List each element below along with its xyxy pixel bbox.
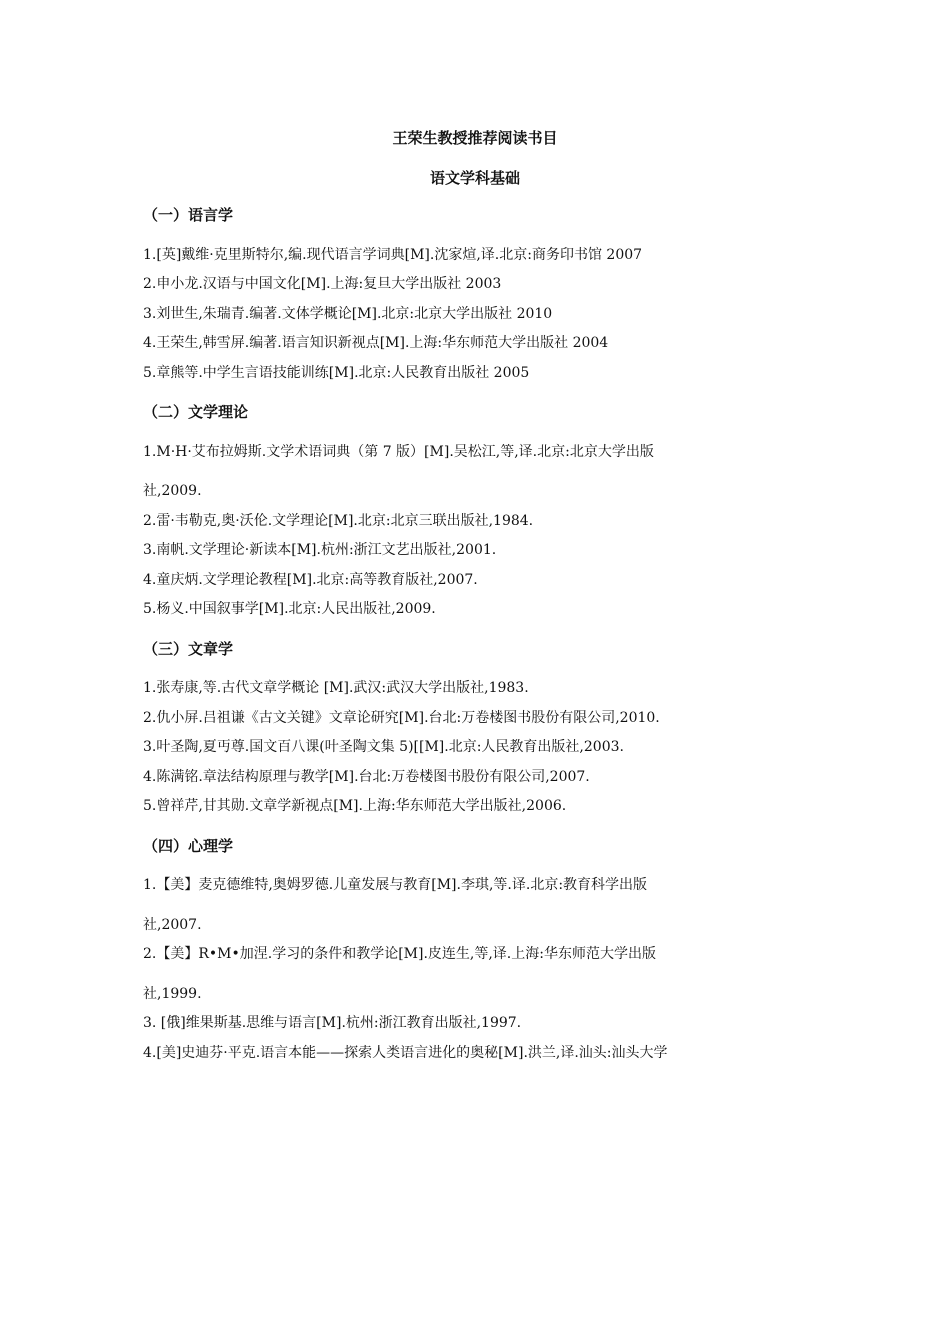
entry-line: 4.[美]史迪芬·平克.语言本能——探索人类语言进化的奥秘[M].洪兰,译.汕头:汕头大学 bbox=[143, 1044, 668, 1061]
reference-entry bbox=[143, 787, 811, 827]
document-title: 王荣生教授推荐阅读书目 bbox=[392, 129, 558, 147]
entry-line: 3.南帆.文学理论·新读本[M].杭州:浙江文艺出版社,2001. bbox=[143, 542, 497, 558]
section-spacer bbox=[143, 1073, 811, 1083]
reference-entry bbox=[143, 1034, 811, 1074]
entry-line: 4.童庆炳.文学理论教程[M].北京:高等教育版社,2007. bbox=[143, 571, 478, 588]
entry-line: 1.张寿康,等.古代文章学概论 [M].武汉:武汉大学出版社,1983. bbox=[143, 680, 529, 696]
entry-line: 4.王荣生,韩雪屏.编著.语言知识新视点[M].上海:华东师范大学出版社 2004 bbox=[143, 335, 609, 351]
entry-line: 3. [俄]维果斯基.思维与语言[M].杭州:浙江教育出版社,1997. bbox=[143, 1015, 522, 1031]
section-spacer bbox=[143, 827, 811, 837]
entry-line: 5.杨义.中国叙事学[M].北京:人民出版社,2009. bbox=[143, 601, 436, 617]
entry-line: 2.仇小屏.吕祖谦《古文关键》文章论研究[M].台北:万卷楼图书股份有限公司,2010. bbox=[143, 709, 660, 726]
entry-line: 5.曾祥芹,甘其勋.文章学新视点[M].上海:华东师范大学出版社,2006. bbox=[143, 798, 567, 814]
section-heading: （四）心理学 bbox=[143, 836, 234, 855]
entry-line: 3.刘世生,朱瑞青.编著.文体学概论[M].北京:北京大学出版社 2010 bbox=[143, 305, 553, 322]
section-heading: （二）文学理论 bbox=[143, 403, 249, 421]
reference-entry bbox=[143, 433, 811, 512]
entry-line: 社,1999. bbox=[143, 985, 202, 1002]
section-heading: （三）文章学 bbox=[143, 639, 234, 658]
entry-line: 5.章熊等.中学生言语技能训练[M].北京:人民教育出版社 2005 bbox=[143, 364, 530, 381]
entry-line: 1.【美】麦克德维特,奥姆罗德.儿童发展与教育[M].李琪,等.译.北京:教育科学出版 bbox=[143, 877, 648, 893]
document-body bbox=[143, 206, 811, 1083]
reference-entry bbox=[143, 866, 811, 945]
entry-line: 2.申小龙.汉语与中国文化[M].上海:复旦大学出版社 2003 bbox=[143, 276, 502, 292]
entry-line: 社,2007. bbox=[143, 916, 202, 933]
entry-line: 1.M·H·艾布拉姆斯.文学术语词典（第 7 版）[M].吴松江,等,译.北京:北京大学出版 bbox=[143, 443, 654, 460]
entry-line: 1.[英]戴维·克里斯特尔,编.现代语言学词典[M].沈家煊,译.北京:商务印书馆 2007 bbox=[143, 246, 643, 263]
section-spacer bbox=[143, 630, 811, 640]
document-subtitle: 语文学科基础 bbox=[429, 169, 520, 187]
entry-line: 4.陈满铭.章法结构原理与教学[M].台北:万卷楼图书股份有限公司,2007. bbox=[143, 768, 590, 785]
reference-entry bbox=[143, 935, 811, 1014]
entry-line: 3.叶圣陶,夏丏尊.国文百八课(叶圣陶文集 5)[[M].北京:人民教育出版社,2003. bbox=[143, 739, 624, 755]
entry-line: 社,2009. bbox=[143, 483, 202, 499]
entry-line: 2.雷·韦勒克,奥·沃伦.文学理论[M].北京:北京三联出版社,1984. bbox=[143, 512, 534, 529]
reference-entry bbox=[143, 354, 811, 394]
section-heading: （一）语言学 bbox=[143, 206, 234, 224]
entry-line: 2.【美】R•M•加涅.学习的条件和教学论[M].皮连生,等,译.上海:华东师范大学出版 bbox=[143, 946, 656, 962]
section-spacer bbox=[143, 393, 811, 403]
